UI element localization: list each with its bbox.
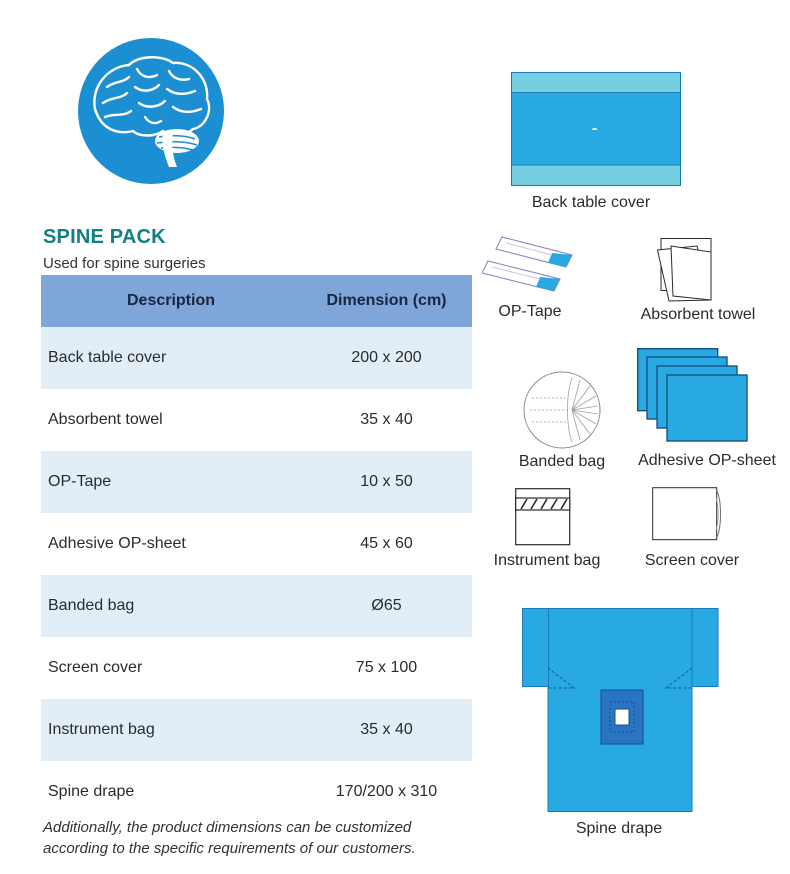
spec-table: [41, 275, 472, 823]
table-row: [41, 637, 472, 699]
adhesive-op-sheet-illustration: [637, 348, 749, 442]
footnote-line-1: Additionally, the product dimensions can be customized: [43, 819, 412, 836]
banded-bag-illustration: [520, 368, 604, 452]
row-dimension: 35 x 40: [301, 699, 472, 761]
table-row: [41, 761, 472, 823]
column-header-dimension: Dimension (cm): [301, 275, 472, 327]
screen-cover-illustration: [652, 487, 724, 541]
table-row: [41, 699, 472, 761]
adhesive-op-sheet-label: Adhesive OP-sheet: [638, 452, 776, 469]
row-description: Spine drape: [48, 783, 135, 800]
back-table-cover-mark: -: [592, 120, 598, 137]
row-dimension: 10 x 50: [301, 451, 472, 513]
row-description: Back table cover: [41, 327, 301, 389]
op-tape-label: OP-Tape: [498, 303, 562, 320]
instrument-bag-label: Instrument bag: [493, 552, 601, 569]
table-row: [41, 575, 472, 637]
op-tape-illustration: [482, 233, 578, 299]
row-dimension: 200 x 200: [301, 327, 472, 389]
absorbent-towel-illustration: [657, 238, 715, 302]
table-header-row: [41, 275, 472, 327]
row-description: Instrument bag: [41, 699, 301, 761]
row-description: Absorbent towel: [48, 411, 163, 428]
table-row: [41, 389, 472, 451]
row-dimension: 35 x 40: [360, 411, 413, 428]
table-row: [41, 513, 472, 575]
page-subtitle: Used for spine surgeries: [43, 255, 206, 272]
row-description: Screen cover: [48, 659, 143, 676]
spine-drape-illustration: [522, 608, 719, 812]
row-description: Banded bag: [41, 575, 301, 637]
footnote: [43, 817, 483, 859]
brain-icon: [77, 37, 225, 185]
table-row: [41, 451, 472, 513]
page-title: SPINE PACK: [43, 226, 166, 248]
row-description: Adhesive OP-sheet: [48, 535, 186, 552]
row-dimension: 170/200 x 310: [335, 783, 438, 800]
row-dimension: Ø65: [301, 575, 472, 637]
absorbent-towel-label: Absorbent towel: [640, 306, 756, 323]
instrument-bag-illustration: [515, 488, 571, 546]
back-table-cover-label: Back table cover: [531, 194, 651, 211]
spine-drape-label: Spine drape: [575, 820, 663, 837]
row-description: OP-Tape: [41, 451, 301, 513]
row-dimension: 45 x 60: [360, 535, 413, 552]
row-dimension: 75 x 100: [355, 659, 418, 676]
banded-bag-label: Banded bag: [518, 453, 606, 470]
column-header-description: Description: [41, 275, 301, 327]
footnote-line-2: according to the specific requirements of our customers.: [43, 840, 416, 857]
screen-cover-label: Screen cover: [644, 552, 740, 569]
table-row: [41, 327, 472, 389]
